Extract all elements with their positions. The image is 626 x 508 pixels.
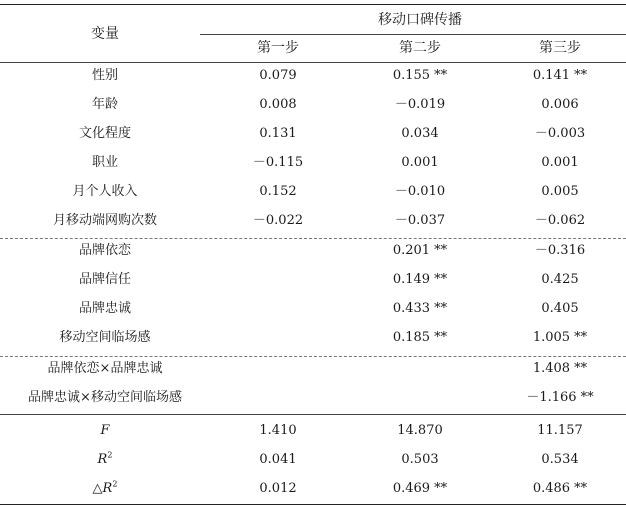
- row-label: 品牌忠诚: [78, 301, 131, 316]
- dashed-divider-2: [0, 356, 626, 357]
- dashed-divider-1: [0, 238, 626, 239]
- row-label: 月个人收入: [72, 184, 138, 199]
- cell-step-3: －0.003: [534, 126, 586, 141]
- cell-step-3: 1.408 **: [532, 361, 588, 376]
- row-label: 品牌依恋×品牌忠诚: [47, 361, 163, 376]
- stat-symbol: R: [97, 452, 108, 467]
- variable-header: 变量: [91, 26, 119, 42]
- cell-step-3: －1.166 **: [526, 390, 594, 405]
- cell-step-3: －0.062: [534, 213, 586, 228]
- cell-step-2: 0.201 **: [392, 243, 448, 258]
- cell-step-3: 0.006: [541, 97, 579, 112]
- stat-cell-step-2: 14.870: [397, 423, 443, 438]
- cell-step-2: 0.149 **: [392, 272, 448, 287]
- cell-step-1: 0.152: [259, 184, 297, 199]
- stat-cell-step-3: 11.157: [537, 423, 583, 438]
- stat-label: [0, 481, 210, 497]
- bottom-rule: [0, 504, 626, 505]
- stat-superscript: 2: [107, 450, 113, 460]
- row-label: 月移动端网购次数: [52, 213, 157, 228]
- stat-cell-step-1: 0.012: [259, 481, 297, 496]
- cell-step-2: 0.185 **: [392, 330, 448, 345]
- stat-superscript: 2: [112, 479, 118, 489]
- stats-rule: [0, 414, 626, 415]
- cell-step-1: －0.022: [252, 213, 304, 228]
- cell-step-2: －0.019: [394, 97, 446, 112]
- step-3-header: 第三步: [539, 40, 581, 56]
- cell-step-1: 0.079: [259, 68, 297, 83]
- stat-cell-step-3: 0.534: [541, 452, 579, 467]
- row-label: 职业: [91, 155, 118, 170]
- cell-step-1: －0.115: [252, 155, 304, 170]
- cell-step-3: 0.005: [541, 184, 579, 199]
- cell-step-3: 0.001: [541, 155, 579, 170]
- step-1-header: 第一步: [257, 40, 299, 56]
- row-label: 年龄: [91, 97, 118, 112]
- stat-cell-step-3: 0.486 **: [532, 481, 588, 496]
- group-header: 移动口碑传播: [378, 12, 462, 28]
- stat-cell-step-1: 0.041: [259, 452, 297, 467]
- cell-step-3: －0.316: [534, 243, 586, 258]
- stat-label: [0, 452, 210, 468]
- stat-label: [0, 423, 210, 439]
- cell-step-3: 0.405: [541, 301, 579, 316]
- group-header-rule: [200, 34, 626, 35]
- header-rule: [0, 62, 626, 63]
- cell-step-2: 0.034: [401, 126, 439, 141]
- cell-step-2: 0.155 **: [392, 68, 448, 83]
- row-label: 文化程度: [78, 126, 131, 141]
- cell-step-2: 0.001: [401, 155, 439, 170]
- stat-cell-step-1: 1.410: [259, 423, 297, 438]
- top-rule: [0, 4, 626, 5]
- cell-step-3: 0.141 **: [532, 68, 588, 83]
- cell-step-1: 0.131: [259, 126, 297, 141]
- row-label: 移动空间临场感: [59, 330, 151, 345]
- stat-symbol: △R: [92, 481, 113, 496]
- cell-step-3: 1.005 **: [532, 330, 588, 345]
- cell-step-2: －0.010: [394, 184, 446, 199]
- stat-cell-step-2: 0.469 **: [392, 481, 448, 496]
- row-label: 性别: [91, 68, 118, 83]
- stat-cell-step-2: 0.503: [401, 452, 439, 467]
- row-label: 品牌忠诚×移动空间临场感: [28, 390, 182, 405]
- step-2-header: 第二步: [399, 40, 441, 56]
- cell-step-3: 0.425: [541, 272, 579, 287]
- cell-step-2: －0.037: [394, 213, 446, 228]
- row-label: 品牌信任: [78, 272, 131, 287]
- row-label: 品牌依恋: [78, 243, 131, 258]
- stat-symbol: F: [100, 423, 110, 438]
- cell-step-2: 0.433 **: [392, 301, 448, 316]
- cell-step-1: 0.008: [259, 97, 297, 112]
